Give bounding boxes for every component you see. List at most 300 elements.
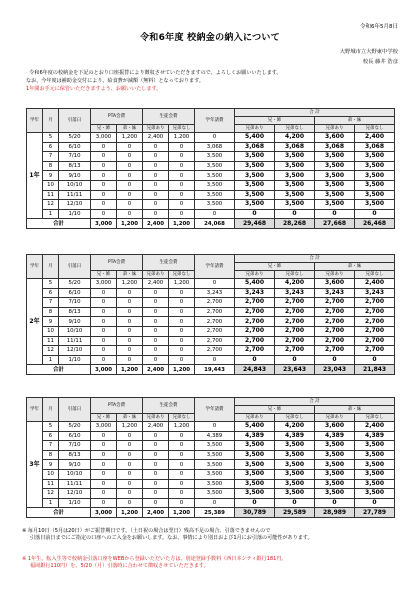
total-row	[27, 508, 395, 518]
table-cell: 3,500	[275, 441, 315, 451]
table-cell: 3,068	[355, 142, 395, 152]
header-older-no-sibling: 兄弟なし	[275, 414, 315, 422]
header-council-no-sibling: 兄弟なし	[169, 414, 195, 422]
table-cell: 0	[195, 355, 235, 365]
table-cell: 0	[117, 346, 143, 356]
table-cell: 3,500	[195, 180, 235, 190]
table-cell: 3,500	[355, 152, 395, 162]
table-cell: 3,000	[91, 422, 117, 432]
intro-line-3: 1年間お手元に保管いただきますよう、お願いいたします。	[26, 86, 162, 92]
table-cell: 3,500	[315, 469, 355, 479]
table-cell: 0	[117, 152, 143, 162]
table-cell: 2,700	[315, 298, 355, 308]
table-cell: 11/11	[59, 336, 91, 346]
table-cell: 0	[143, 288, 169, 298]
header-grade-fees: 学年諸費	[195, 109, 235, 133]
table-cell: 8	[43, 161, 59, 171]
table-cell: 0	[143, 479, 169, 489]
table-cell: 0	[117, 142, 143, 152]
table-cell: 4,389	[235, 431, 275, 441]
header-pta-younger: 弟・妹	[117, 125, 143, 133]
header-older-sibling: 兄・姉	[235, 406, 315, 414]
table-cell: 0	[275, 209, 315, 219]
table-cell: 3,500	[275, 152, 315, 162]
table-cell: 0	[91, 152, 117, 162]
header-younger-sibling: 弟・妹	[315, 117, 395, 125]
total-cell: 3,000	[91, 365, 117, 375]
table-cell: 1,200	[117, 422, 143, 432]
table-cell: 3,500	[275, 479, 315, 489]
table-cell: 0	[275, 355, 315, 365]
table-cell: 9/10	[59, 460, 91, 470]
header-student-council-fee: 生徒会費	[143, 398, 195, 414]
table-cell: 3,500	[195, 200, 235, 210]
table-cell: 6	[43, 288, 59, 298]
table-cell: 0	[117, 307, 143, 317]
table-cell: 11	[43, 336, 59, 346]
table-row	[27, 171, 395, 181]
header-pta-younger: 弟・妹	[117, 414, 143, 422]
table-cell: 3,500	[315, 450, 355, 460]
total-cell: 23,643	[275, 365, 315, 375]
table-row	[27, 479, 395, 489]
fee-table-grade-3	[26, 397, 395, 518]
table-cell: 10/10	[59, 469, 91, 479]
grade-label: 1年	[27, 133, 43, 219]
table-cell: 3,500	[195, 152, 235, 162]
header-pta-older: 兄・姉	[91, 414, 117, 422]
table-cell: 3,500	[195, 450, 235, 460]
table-cell: 3,500	[355, 171, 395, 181]
table-cell: 3,500	[235, 152, 275, 162]
table-cell: 2,700	[235, 346, 275, 356]
table-cell: 0	[117, 489, 143, 499]
header-younger-no-sibling: 兄弟なし	[355, 125, 395, 133]
table-cell: 5,400	[235, 422, 275, 432]
table-cell: 0	[169, 307, 195, 317]
table-cell: 3,500	[235, 161, 275, 171]
table-cell: 0	[143, 152, 169, 162]
total-cell: 29,468	[235, 219, 275, 229]
table-cell: 3,500	[235, 469, 275, 479]
table-cell: 3,000	[91, 133, 117, 143]
table-cell: 2,700	[315, 326, 355, 336]
table-cell: 0	[169, 298, 195, 308]
table-cell: 0	[117, 298, 143, 308]
table-cell: 8	[43, 307, 59, 317]
table-cell: 0	[355, 498, 395, 508]
table-cell: 3,500	[275, 180, 315, 190]
document-date: 令和6年5月8日	[360, 24, 398, 30]
table-cell: 0	[143, 336, 169, 346]
table-cell: 3,500	[235, 460, 275, 470]
table-cell: 0	[143, 161, 169, 171]
table-cell: 0	[169, 152, 195, 162]
table-cell: 4,200	[275, 133, 315, 143]
total-cell: 23,043	[315, 365, 355, 375]
table-cell: 12	[43, 346, 59, 356]
table-cell: 2,700	[355, 336, 395, 346]
table-row	[27, 450, 395, 460]
header-total: 合 計	[235, 255, 395, 263]
table-cell: 2,700	[195, 307, 235, 317]
table-cell: 0	[169, 180, 195, 190]
table-cell: 0	[143, 317, 169, 327]
header-council-no-sibling: 兄弟なし	[169, 271, 195, 279]
table-cell: 0	[91, 171, 117, 181]
table-cell: 0	[91, 431, 117, 441]
table-cell: 5	[43, 279, 59, 289]
table-cell: 0	[91, 180, 117, 190]
table-cell: 3,500	[315, 180, 355, 190]
table-cell: 3,500	[275, 460, 315, 470]
table-cell: 3,500	[275, 200, 315, 210]
header-older-sibling: 兄・姉	[235, 117, 315, 125]
table-cell: 2,700	[275, 317, 315, 327]
total-label: 合計	[27, 219, 91, 229]
table-cell: 3,500	[195, 460, 235, 470]
table-cell: 5,400	[235, 279, 275, 289]
table-row	[27, 317, 395, 327]
table-cell: 0	[117, 209, 143, 219]
table-cell: 5	[43, 133, 59, 143]
table-cell: 4,389	[275, 431, 315, 441]
table-cell: 2,700	[195, 326, 235, 336]
header-younger-sibling: 弟・妹	[315, 263, 395, 271]
header-pta-fee: PTA会費	[91, 255, 143, 271]
note-2-line-a: ※ 1年生、転入生等で校納金引落口座をWEBから登録いただいた方は、別途登録手数料（西日本シティ銀行181円、	[22, 556, 287, 562]
header-debit-date: 引落日	[59, 109, 91, 133]
table-cell: 9	[43, 171, 59, 181]
table-cell: 2,700	[195, 298, 235, 308]
table-cell: 3,500	[235, 450, 275, 460]
table-cell: 8/13	[59, 307, 91, 317]
header-older-with-sibling: 兄弟あり	[235, 271, 275, 279]
table-row	[27, 431, 395, 441]
total-cell: 30,789	[235, 508, 275, 518]
table-row	[27, 346, 395, 356]
header-older-sibling: 兄・姉	[235, 263, 315, 271]
table-cell: 8	[43, 450, 59, 460]
total-cell: 28,268	[275, 219, 315, 229]
table-row	[27, 209, 395, 219]
table-cell: 12/10	[59, 489, 91, 499]
table-cell: 0	[143, 200, 169, 210]
table-cell: 2,700	[355, 317, 395, 327]
total-cell: 19,443	[195, 365, 235, 375]
table-cell: 2,700	[235, 336, 275, 346]
table-cell: 1/10	[59, 498, 91, 508]
table-cell: 2,700	[195, 346, 235, 356]
table-cell: 3,500	[235, 190, 275, 200]
header-older-with-sibling: 兄弟あり	[235, 125, 275, 133]
header-debit-date: 引落日	[59, 255, 91, 279]
table-cell: 3,068	[235, 142, 275, 152]
table-row	[27, 142, 395, 152]
table-row	[27, 298, 395, 308]
table-cell: 2,700	[275, 298, 315, 308]
header-council-with-sibling: 兄弟あり	[143, 271, 169, 279]
grade-label: 3年	[27, 422, 43, 508]
table-cell: 3,500	[355, 450, 395, 460]
table-cell: 4,200	[275, 279, 315, 289]
total-row	[27, 365, 395, 375]
table-cell: 3,500	[235, 479, 275, 489]
table-cell: 0	[143, 489, 169, 499]
table-cell: 3,000	[91, 279, 117, 289]
table-cell: 1,200	[169, 279, 195, 289]
note-1-line-b: 引落日前日までにご指定の口座へのご入金をお願いします。なお、事情により別日および1月にお引落の可能性があります。	[30, 534, 313, 541]
table-cell: 4,200	[275, 422, 315, 432]
table-cell: 4,389	[355, 431, 395, 441]
table-cell: 0	[169, 450, 195, 460]
table-cell: 0	[143, 346, 169, 356]
table-cell: 3,500	[235, 489, 275, 499]
table-cell: 0	[315, 355, 355, 365]
total-cell: 26,468	[355, 219, 395, 229]
table-cell: 0	[275, 498, 315, 508]
table-cell: 3,500	[355, 469, 395, 479]
table-cell: 0	[91, 200, 117, 210]
header-grade: 学年	[27, 109, 43, 133]
table-cell: 3,500	[235, 200, 275, 210]
note-2-line-b: 福岡銀行110円）を、5/20（月）引落時に合わせて徴収させていただきます。	[30, 562, 209, 569]
table-cell: 0	[117, 161, 143, 171]
table-cell: 12/10	[59, 346, 91, 356]
table-cell: 0	[117, 317, 143, 327]
table-cell: 10	[43, 180, 59, 190]
table-cell: 7/10	[59, 441, 91, 451]
total-cell: 1,200	[169, 365, 195, 375]
table-cell: 8/13	[59, 161, 91, 171]
total-cell: 2,400	[143, 508, 169, 518]
table-cell: 0	[91, 326, 117, 336]
table-cell: 3,500	[355, 441, 395, 451]
table-cell: 8/13	[59, 450, 91, 460]
table-cell: 6	[43, 142, 59, 152]
table-cell: 1	[43, 209, 59, 219]
table-cell: 3,500	[195, 441, 235, 451]
table-cell: 0	[143, 460, 169, 470]
table-row	[27, 326, 395, 336]
table-cell: 2,700	[355, 346, 395, 356]
table-cell: 0	[235, 355, 275, 365]
total-label: 合計	[27, 365, 91, 375]
header-younger-sibling: 弟・妹	[315, 406, 395, 414]
total-cell: 1,200	[117, 219, 143, 229]
table-cell: 0	[117, 441, 143, 451]
header-older-with-sibling: 兄弟あり	[235, 414, 275, 422]
header-younger-with-sibling: 兄弟あり	[315, 125, 355, 133]
table-cell: 12	[43, 489, 59, 499]
total-cell: 1,200	[169, 219, 195, 229]
table-cell: 3,500	[235, 171, 275, 181]
table-cell: 9/10	[59, 317, 91, 327]
table-cell: 1,200	[169, 133, 195, 143]
table-cell: 2,700	[195, 317, 235, 327]
table-cell: 0	[143, 469, 169, 479]
table-cell: 3,500	[315, 190, 355, 200]
table-cell: 2,700	[235, 326, 275, 336]
table-cell: 0	[143, 450, 169, 460]
table-cell: 3,243	[195, 288, 235, 298]
table-cell: 0	[91, 460, 117, 470]
total-cell: 1,200	[117, 365, 143, 375]
table-cell: 0	[91, 469, 117, 479]
table-cell: 3,068	[315, 142, 355, 152]
table-cell: 3,500	[275, 450, 315, 460]
header-total: 合 計	[235, 398, 395, 406]
table-cell: 3,500	[315, 460, 355, 470]
table-cell: 6/10	[59, 288, 91, 298]
header-council-with-sibling: 兄弟あり	[143, 125, 169, 133]
table-cell: 11/11	[59, 479, 91, 489]
total-cell: 27,789	[355, 508, 395, 518]
table-cell: 0	[91, 336, 117, 346]
header-total: 合 計	[235, 109, 395, 117]
header-pta-older: 兄・姉	[91, 271, 117, 279]
table-cell: 3,500	[275, 161, 315, 171]
table-cell: 3,500	[355, 161, 395, 171]
table-cell: 11	[43, 190, 59, 200]
header-council-with-sibling: 兄弟あり	[143, 414, 169, 422]
table-cell: 2,400	[355, 279, 395, 289]
header-younger-no-sibling: 兄弟なし	[355, 414, 395, 422]
table-cell: 0	[315, 209, 355, 219]
table-row	[27, 279, 395, 289]
table-cell: 0	[169, 326, 195, 336]
total-cell: 1,200	[117, 508, 143, 518]
table-cell: 2,700	[235, 307, 275, 317]
header-grade-fees: 学年諸費	[195, 255, 235, 279]
table-cell: 0	[117, 190, 143, 200]
table-cell: 2,400	[355, 133, 395, 143]
table-cell: 0	[169, 317, 195, 327]
table-cell: 2,700	[235, 298, 275, 308]
table-cell: 0	[235, 498, 275, 508]
total-cell: 2,400	[143, 365, 169, 375]
table-cell: 3,500	[315, 489, 355, 499]
table-cell: 3,500	[195, 171, 235, 181]
table-cell: 1,200	[117, 279, 143, 289]
table-cell: 1,200	[117, 133, 143, 143]
table-cell: 0	[117, 336, 143, 346]
table-cell: 3,500	[315, 200, 355, 210]
table-cell: 0	[117, 326, 143, 336]
table-row	[27, 180, 395, 190]
table-cell: 11/11	[59, 190, 91, 200]
header-younger-with-sibling: 兄弟あり	[315, 271, 355, 279]
header-month: 月	[43, 109, 59, 133]
table-cell: 6/10	[59, 431, 91, 441]
table-row	[27, 460, 395, 470]
page-title: 令和6年度 校納金の納入について	[139, 33, 281, 43]
table-cell: 0	[143, 431, 169, 441]
note-2	[22, 556, 402, 570]
table-cell: 3,500	[275, 469, 315, 479]
table-cell: 2,700	[275, 336, 315, 346]
table-cell: 4,389	[195, 431, 235, 441]
total-cell: 21,843	[355, 365, 395, 375]
table-cell: 3,600	[315, 279, 355, 289]
table-cell: 0	[91, 479, 117, 489]
table-cell: 0	[195, 498, 235, 508]
header-pta-older: 兄・姉	[91, 125, 117, 133]
table-cell: 3,243	[315, 288, 355, 298]
table-cell: 0	[169, 161, 195, 171]
table-cell: 0	[91, 307, 117, 317]
header-grade: 学年	[27, 398, 43, 422]
grade-label: 2年	[27, 279, 43, 365]
table-cell: 0	[315, 498, 355, 508]
table-cell: 0	[91, 190, 117, 200]
header-pta-younger: 弟・妹	[117, 271, 143, 279]
table-cell: 0	[169, 209, 195, 219]
table-cell: 0	[91, 355, 117, 365]
table-row	[27, 336, 395, 346]
table-cell: 2,700	[315, 346, 355, 356]
table-cell: 3,500	[235, 441, 275, 451]
total-cell: 29,589	[275, 508, 315, 518]
table-cell: 0	[91, 498, 117, 508]
table-cell: 0	[195, 422, 235, 432]
table-cell: 3,500	[275, 171, 315, 181]
header-council-no-sibling: 兄弟なし	[169, 125, 195, 133]
fee-table-grade-2	[26, 254, 395, 375]
table-row	[27, 161, 395, 171]
table-cell: 6	[43, 431, 59, 441]
table-cell: 5	[43, 422, 59, 432]
table-cell: 10	[43, 326, 59, 336]
table-row	[27, 190, 395, 200]
total-cell: 3,000	[91, 508, 117, 518]
table-cell: 0	[169, 441, 195, 451]
header-student-council-fee: 生徒会費	[143, 109, 195, 125]
header-older-no-sibling: 兄弟なし	[275, 125, 315, 133]
table-cell: 0	[91, 298, 117, 308]
table-cell: 1	[43, 498, 59, 508]
table-cell: 0	[91, 346, 117, 356]
table-cell: 0	[91, 288, 117, 298]
table-cell: 9/10	[59, 171, 91, 181]
total-cell: 3,000	[91, 219, 117, 229]
table-cell: 0	[91, 441, 117, 451]
table-cell: 0	[117, 180, 143, 190]
total-cell: 24,068	[195, 219, 235, 229]
table-cell: 3,500	[195, 190, 235, 200]
table-cell: 0	[143, 298, 169, 308]
table-cell: 0	[169, 469, 195, 479]
table-cell: 0	[195, 209, 235, 219]
table-cell: 0	[169, 200, 195, 210]
table-cell: 1	[43, 355, 59, 365]
table-cell: 0	[143, 142, 169, 152]
table-row	[27, 469, 395, 479]
table-cell: 0	[143, 180, 169, 190]
table-cell: 2,700	[275, 307, 315, 317]
table-row	[27, 498, 395, 508]
table-cell: 0	[117, 431, 143, 441]
table-cell: 0	[169, 190, 195, 200]
table-cell: 0	[91, 489, 117, 499]
table-cell: 3,500	[355, 200, 395, 210]
header-older-no-sibling: 兄弟なし	[275, 271, 315, 279]
table-cell: 1/10	[59, 355, 91, 365]
table-cell: 7	[43, 152, 59, 162]
header-younger-no-sibling: 兄弟なし	[355, 271, 395, 279]
table-cell: 2,400	[355, 422, 395, 432]
table-cell: 0	[143, 326, 169, 336]
